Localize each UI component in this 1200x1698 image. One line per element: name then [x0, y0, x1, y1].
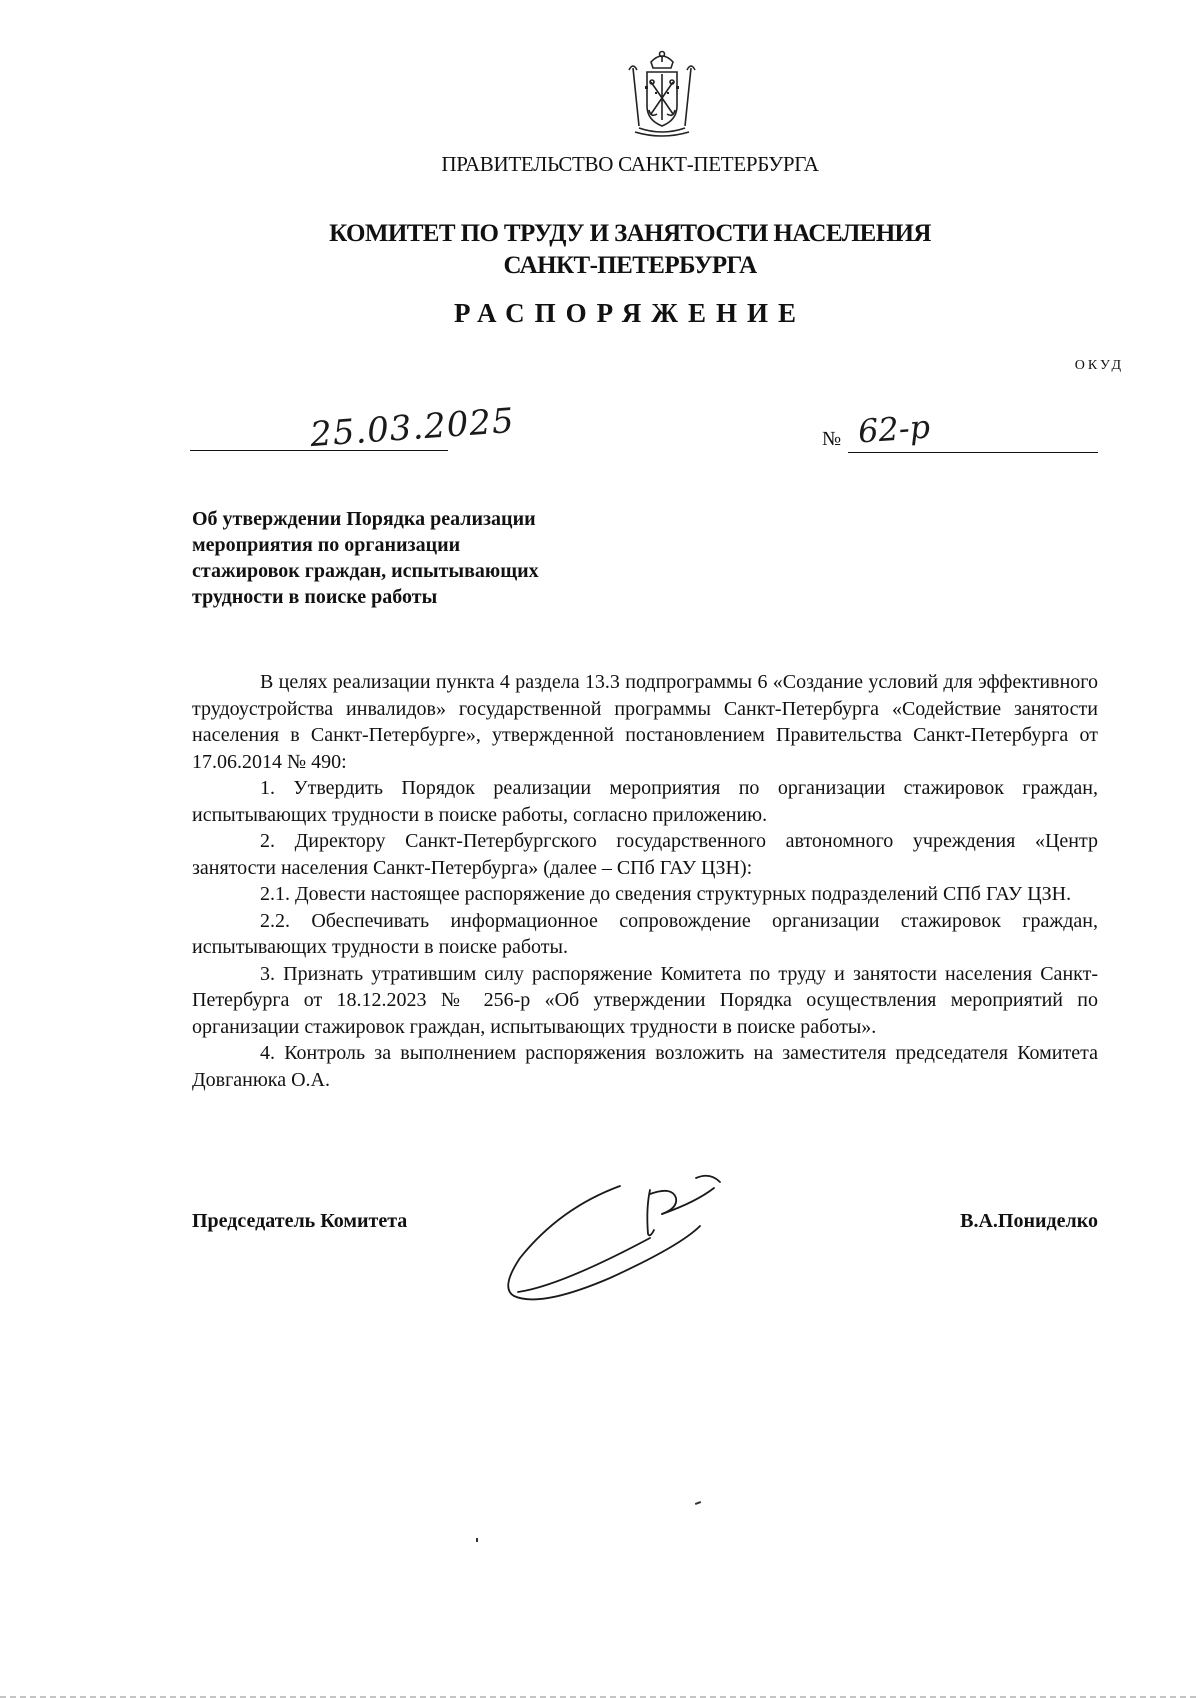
item-2-2-paragraph: 2.2. Обеспечивать информационное сопровождение организации стажировок граждан, испытывающих трудности в поиске работы. [192, 909, 1098, 958]
committee-title-line2: САНКТ-ПЕТЕРБУРГА [503, 252, 757, 279]
document-number: 62-р [856, 407, 932, 451]
item-2-1-paragraph: 2.1. Довести настоящее распоряжение до сведения структурных подразделений СПб ГАУ ЦЗН. [260, 883, 1072, 905]
preamble-paragraph: В целях реализации пункта 4 раздела 13.3 подпрограммы 6 «Создание условий для эффективного трудоустройства инвалидов» государственной программы Санкт-Петербурга «Содействие занятости населения в Санкт-Петербурге», утвержденной постановлением Правительства Санкт-Петербурга от 17.06.2014 № 490: [192, 671, 1098, 773]
subject-line: Об утверждении Порядка реализации [192, 508, 536, 530]
item-4-paragraph: 4. Контроль за выполнением распоряжения возложить на заместителя председателя Комитета Довганюка О.А. [192, 1042, 1098, 1091]
subject-line: стажировок граждан, испытывающих [192, 560, 539, 582]
signer-title: Председатель Комитета [192, 1210, 408, 1232]
item-2-paragraph: 2. Директору Санкт-Петербургского государственного автономного учреждения «Центр занятости населения Санкт-Петербурга» (далее – СПб ГАУ ЦЗН): [192, 830, 1098, 879]
item-1-paragraph: 1. Утвердить Порядок реализации мероприятия по организации стажировок граждан, испытывающих трудности в поиске работы, согласно приложению. [192, 777, 1098, 826]
number-label: № [822, 428, 842, 450]
government-title: ПРАВИТЕЛЬСТВО САНКТ-ПЕТЕРБУРГА [441, 152, 819, 176]
document-type: РАСПОРЯЖЕНИЕ [453, 298, 807, 328]
okud-label: ОКУД [1074, 358, 1124, 373]
item-3-paragraph: 3. Признать утратившим силу распоряжение Комитета по труду и занятости населения Санкт-Петербурга от 18.12.2023 № 256-р «Об утверждении Порядка осуществления мероприятий по организации стажировок граждан, испытывающих трудности в поиске работы». [192, 962, 1098, 1038]
signer-name: В.А.Пониделко [960, 1210, 1098, 1232]
subject-line: трудности в поиске работы [192, 586, 438, 608]
committee-title-line1: КОМИТЕТ ПО ТРУДУ И ЗАНЯТОСТИ НАСЕЛЕНИЯ [329, 220, 931, 247]
document-date: 25.03.2025 [308, 400, 516, 456]
subject-line: мероприятия по организации [192, 534, 461, 556]
